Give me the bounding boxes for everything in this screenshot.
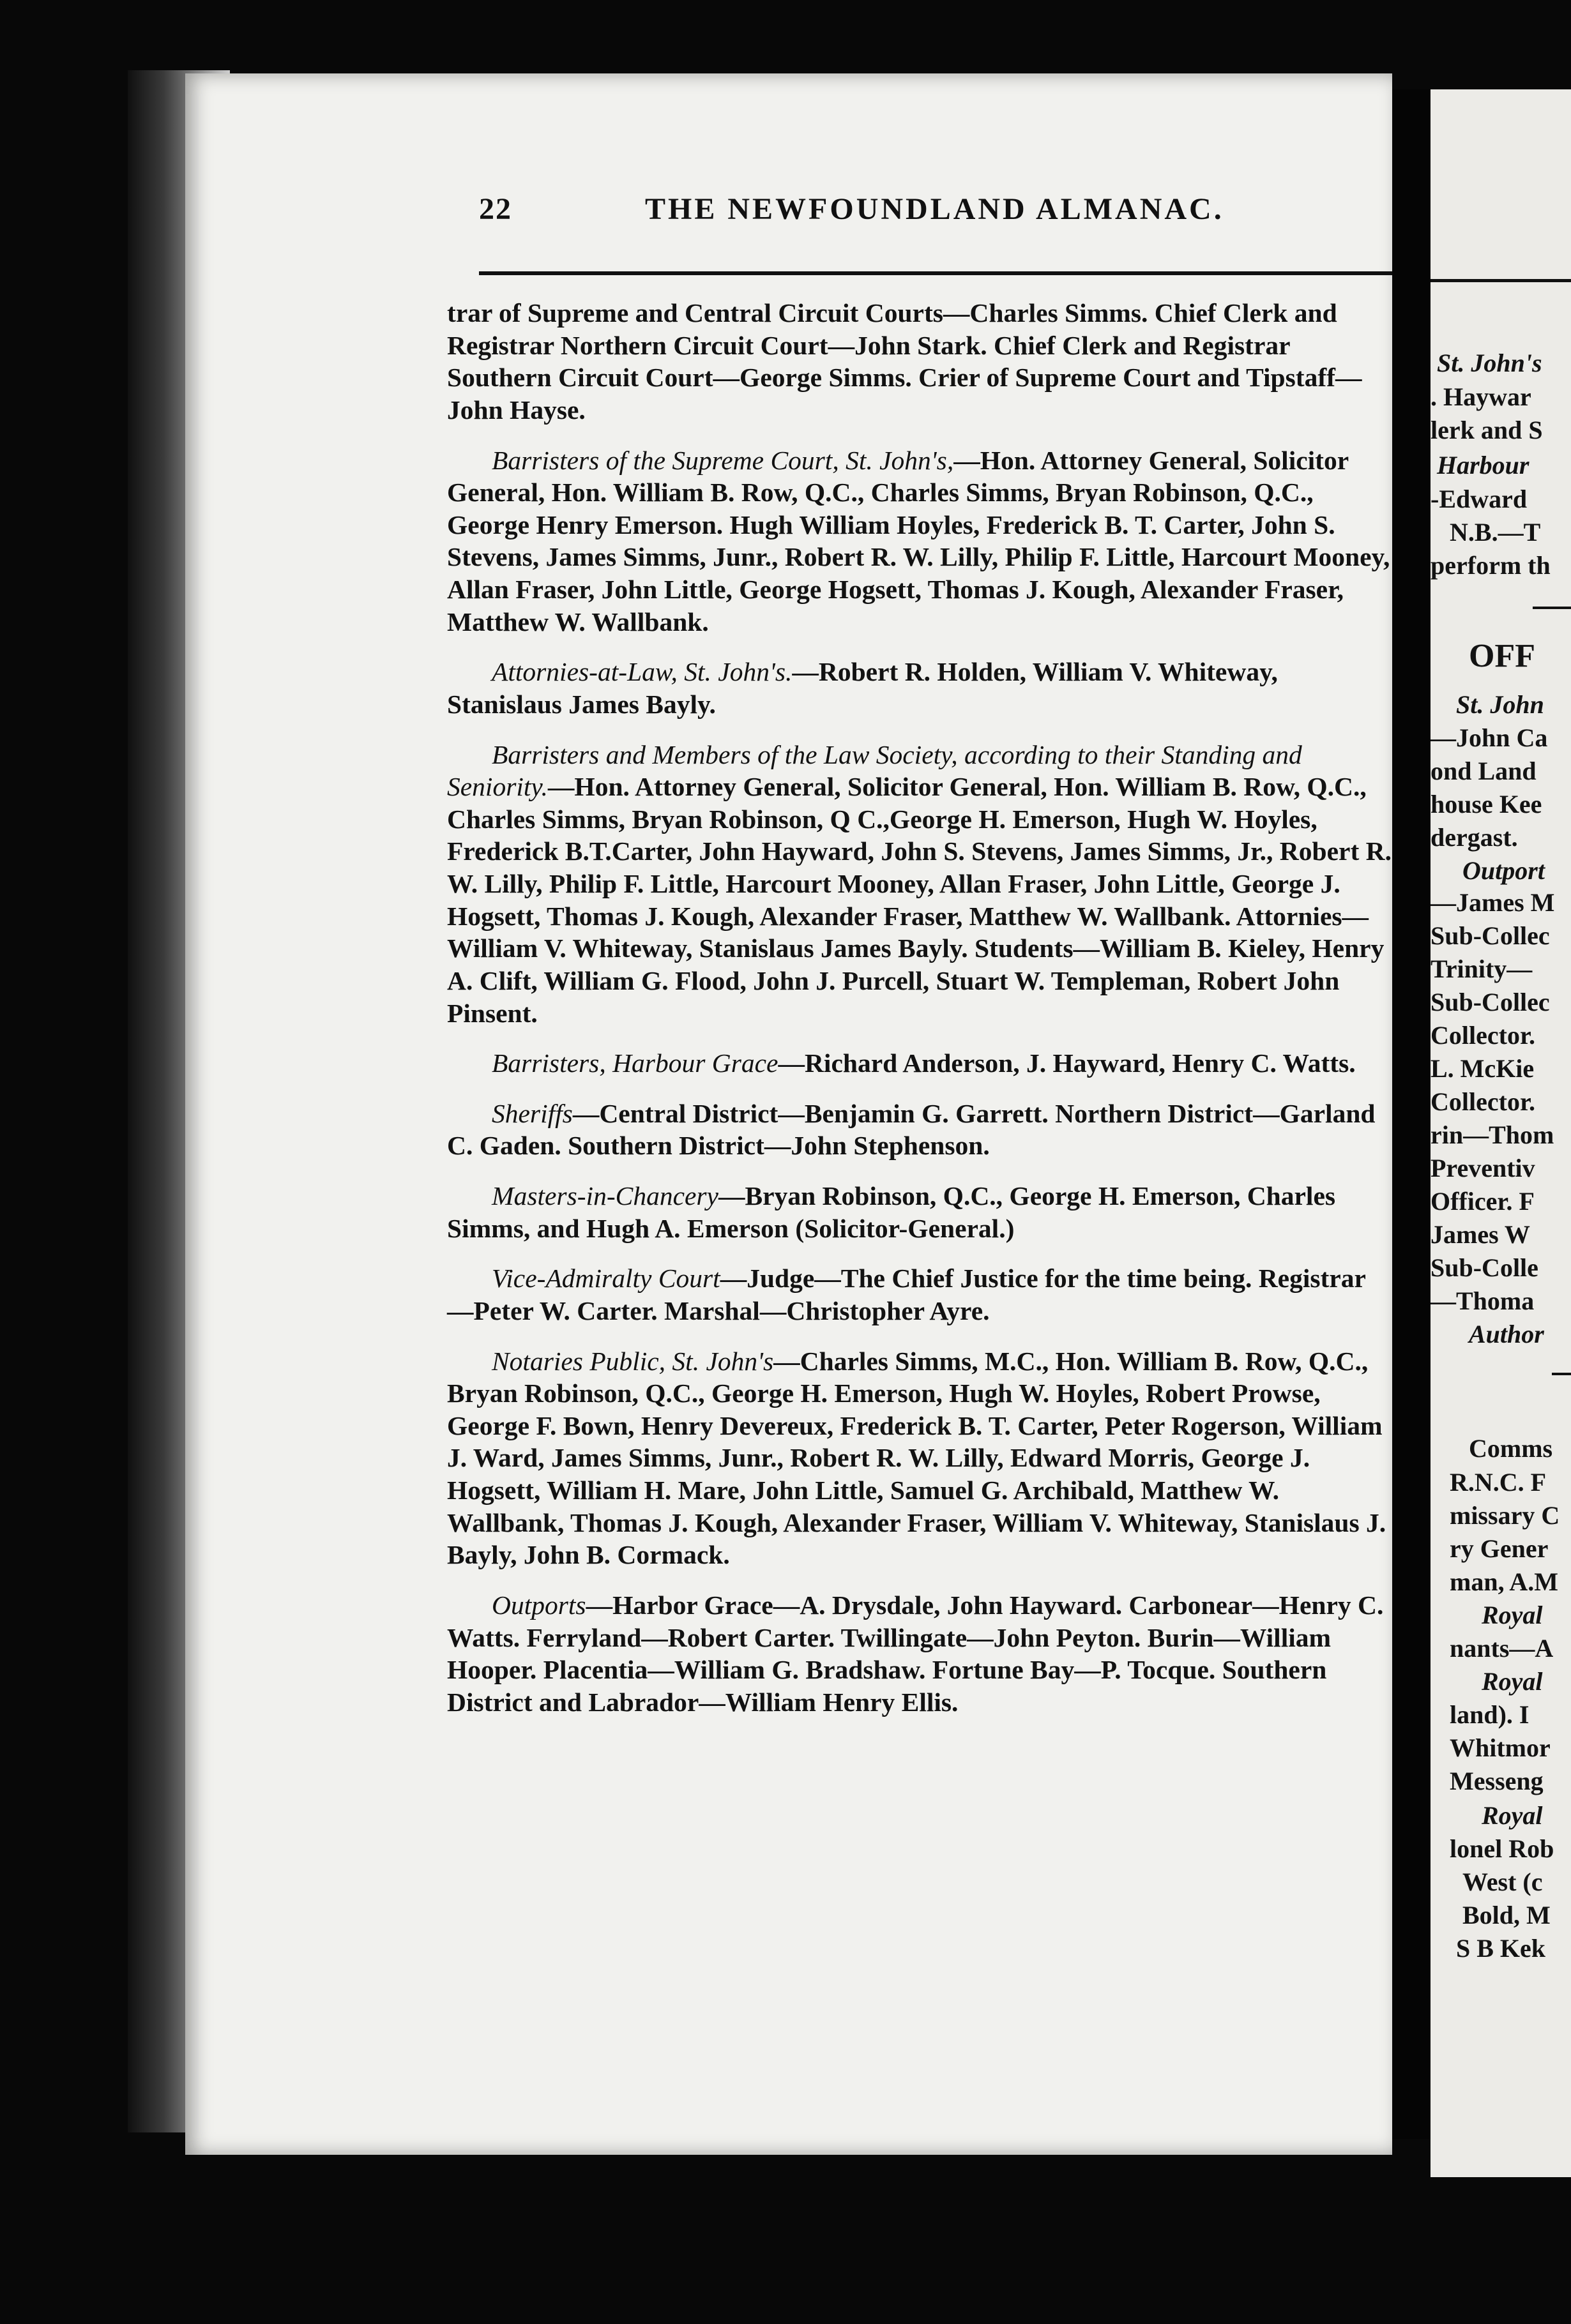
facing-line: St. John's (1437, 349, 1542, 377)
facing-line: Outport (1462, 856, 1545, 885)
facing-line: lonel Rob (1450, 1834, 1554, 1863)
facing-line: Harbour (1437, 451, 1529, 479)
facing-line: Royal (1482, 1801, 1543, 1830)
facing-line: Officer. F (1431, 1187, 1535, 1216)
facing-line: Sub-Colle (1431, 1253, 1538, 1282)
facing-line: S B Kek (1456, 1934, 1546, 1963)
facing-line: Preventiv (1431, 1154, 1535, 1182)
page-header (294, 192, 1252, 243)
facing-line: Collector. (1431, 1021, 1536, 1050)
facing-line: St. John (1456, 690, 1544, 719)
paragraph-masters: Masters-in-Chancery—Bryan Robinson, Q.C., George H. Emerson, Charles Simms, and Hugh A. Emerson (Solicitor-General.) (447, 1181, 1336, 1243)
facing-line: Comms (1469, 1434, 1553, 1463)
facing-line: West (c (1462, 1867, 1543, 1896)
paragraph-attornies: Attornies-at-Law, St. John's.—Robert R. Holden, William V. Whiteway, Stanislaus James Bayly. (447, 657, 1278, 719)
facing-line: Whitmor (1450, 1733, 1551, 1762)
facing-page (1431, 89, 1571, 2177)
facing-line: perform th (1431, 551, 1551, 580)
paragraph-law-society: Barristers and Members of the Law Society, according to their Standing and Seniority.—Hon. Attorney General, Solicitor General, Hon. William B. Row, Q.C., Charles Simms, Bryan Robinson, Q C.,George H. Emerson, Hugh W. Hoyles, Frederick B.T.Carter, John Hayward, John S. Stevens, James Simms, Jr., Robert R. W. Lilly, Philip F. Little, Harcourt Mooney, Allan Fraser, John Little, George J. Hogsett, Thomas J. Kough, Alexander Fraser, Matthew W. Wallbank. Attornies—William V. Whiteway, Stanislaus James Bayly. Students—William B. Kieley, Henry A. Clift, William G. Flood, John J. Purcell, Stuart W. Templeman, Robert John Pinsent. (447, 739, 1392, 1028)
facing-line: land). I (1450, 1700, 1529, 1729)
facing-line: R.N.C. F (1450, 1468, 1547, 1497)
running-title: THE NEWFOUNDLAND ALMANAC. (645, 192, 1224, 226)
paragraph-barristers: Barristers of the Supreme Court, St. John's,—Hon. Attorney General, Solicitor General, Hon. William B. Row, Q.C., Charles Simms, Bryan Robinson, Q.C., George Henry Emerson. Hugh William Hoyles, Frederick B. T. Carter, John S. Stevens, James Simms, Junr., Robert R. W. Lilly, Philip F. Little, Harcourt Mooney, Allan Fraser, John Little, George Hogsett, Thomas J. Kough, Alexander Fraser, Matthew W. Wallbank. (447, 445, 1390, 637)
facing-line: rin—Thom (1431, 1120, 1554, 1149)
facing-line: Royal (1482, 1667, 1543, 1696)
header-rule (479, 271, 1392, 275)
facing-line: nants—A (1450, 1634, 1554, 1663)
facing-line: Sub-Collec (1431, 921, 1550, 950)
facing-line: N.B.—T (1450, 518, 1541, 547)
facing-line: Bold, M (1462, 1901, 1551, 1929)
facing-line: ry Gener (1450, 1534, 1549, 1563)
facing-line: missary C (1450, 1501, 1560, 1530)
page-number: 22 (479, 192, 512, 226)
paragraph-notaries: Notaries Public, St. John's—Charles Simms, M.C., Hon. William B. Row, Q.C., Bryan Robinson, Q.C., George H. Emerson, Hugh W. Hoyles, Robert Prowse, George F. Bown, Henry Devereux, Frederick B. T. Carter, Peter Rogerson, William J. Ward, James Simms, Junr., Robert R. W. Lilly, Edward Morris, George J. Hogsett, William H. Mare, John Little, Samuel G. Archibald, Matthew W. Wallbank, Thomas J. Kough, Alexander Fraser, William V. Whiteway, Stanislaus J. Bayly, John B. Cormack. (447, 1346, 1386, 1570)
paragraph-1: trar of Supreme and Central Circuit Courts—Charles Simms. Chief Clerk and Registrar Northern Circuit Court—John Stark. Chief Clerk and Registrar Southern Circuit Court—George Simms. Crier of Supreme Court and Tipstaff—John Hayse. (447, 298, 1362, 425)
facing-line: —John Ca (1431, 723, 1548, 752)
facing-header-rule (1431, 279, 1571, 282)
facing-dash (1552, 1373, 1571, 1375)
paragraph-harbour-grace: Barristers, Harbour Grace—Richard Anderson, J. Hayward, Henry C. Watts. (492, 1048, 1356, 1078)
page-body (447, 297, 1392, 1736)
facing-line: dergast. (1431, 823, 1518, 852)
facing-line: ond Land (1431, 757, 1537, 785)
facing-line: James W (1431, 1220, 1530, 1249)
facing-line: -Edward (1431, 485, 1528, 513)
facing-line: lerk and S (1431, 416, 1543, 444)
facing-line: OFF (1469, 638, 1535, 674)
facing-line: . Haywar (1431, 382, 1531, 411)
facing-line: Trinity— (1431, 954, 1533, 983)
facing-line: Messeng (1450, 1767, 1544, 1795)
facing-line: house Kee (1431, 790, 1542, 819)
facing-line: Royal (1482, 1601, 1543, 1629)
paragraph-outports: Outports—Harbor Grace—A. Drysdale, John Hayward. Carbonear—Henry C. Watts. Ferryland—Robert Carter. Twillingate—John Peyton. Burin—William Hooper. Placentia—William G. Bradshaw. Fortune Bay—P. Tocque. Southern District and Labrador—William Henry Ellis. (447, 1590, 1384, 1717)
facing-line: —Thoma (1431, 1286, 1535, 1315)
facing-line: —James M (1431, 888, 1555, 917)
facing-line: man, A.M (1450, 1567, 1558, 1596)
facing-dash (1533, 607, 1571, 609)
paragraph-sheriffs: Sheriffs—Central District—Benjamin G. Garrett. Northern District—Garland C. Gaden. Southern District—John Stephenson. (447, 1098, 1376, 1161)
facing-line: L. McKie (1431, 1054, 1535, 1083)
paragraph-vice-admiralty: Vice-Admiralty Court—Judge—The Chief Justice for the time being. Registrar—Peter W. Carter. Marshal—Christopher Ayre. (447, 1264, 1366, 1325)
facing-line: Author (1469, 1320, 1544, 1348)
facing-line: Sub-Collec (1431, 988, 1550, 1016)
facing-line: Collector. (1431, 1087, 1536, 1116)
page-gutter (1392, 89, 1431, 2139)
